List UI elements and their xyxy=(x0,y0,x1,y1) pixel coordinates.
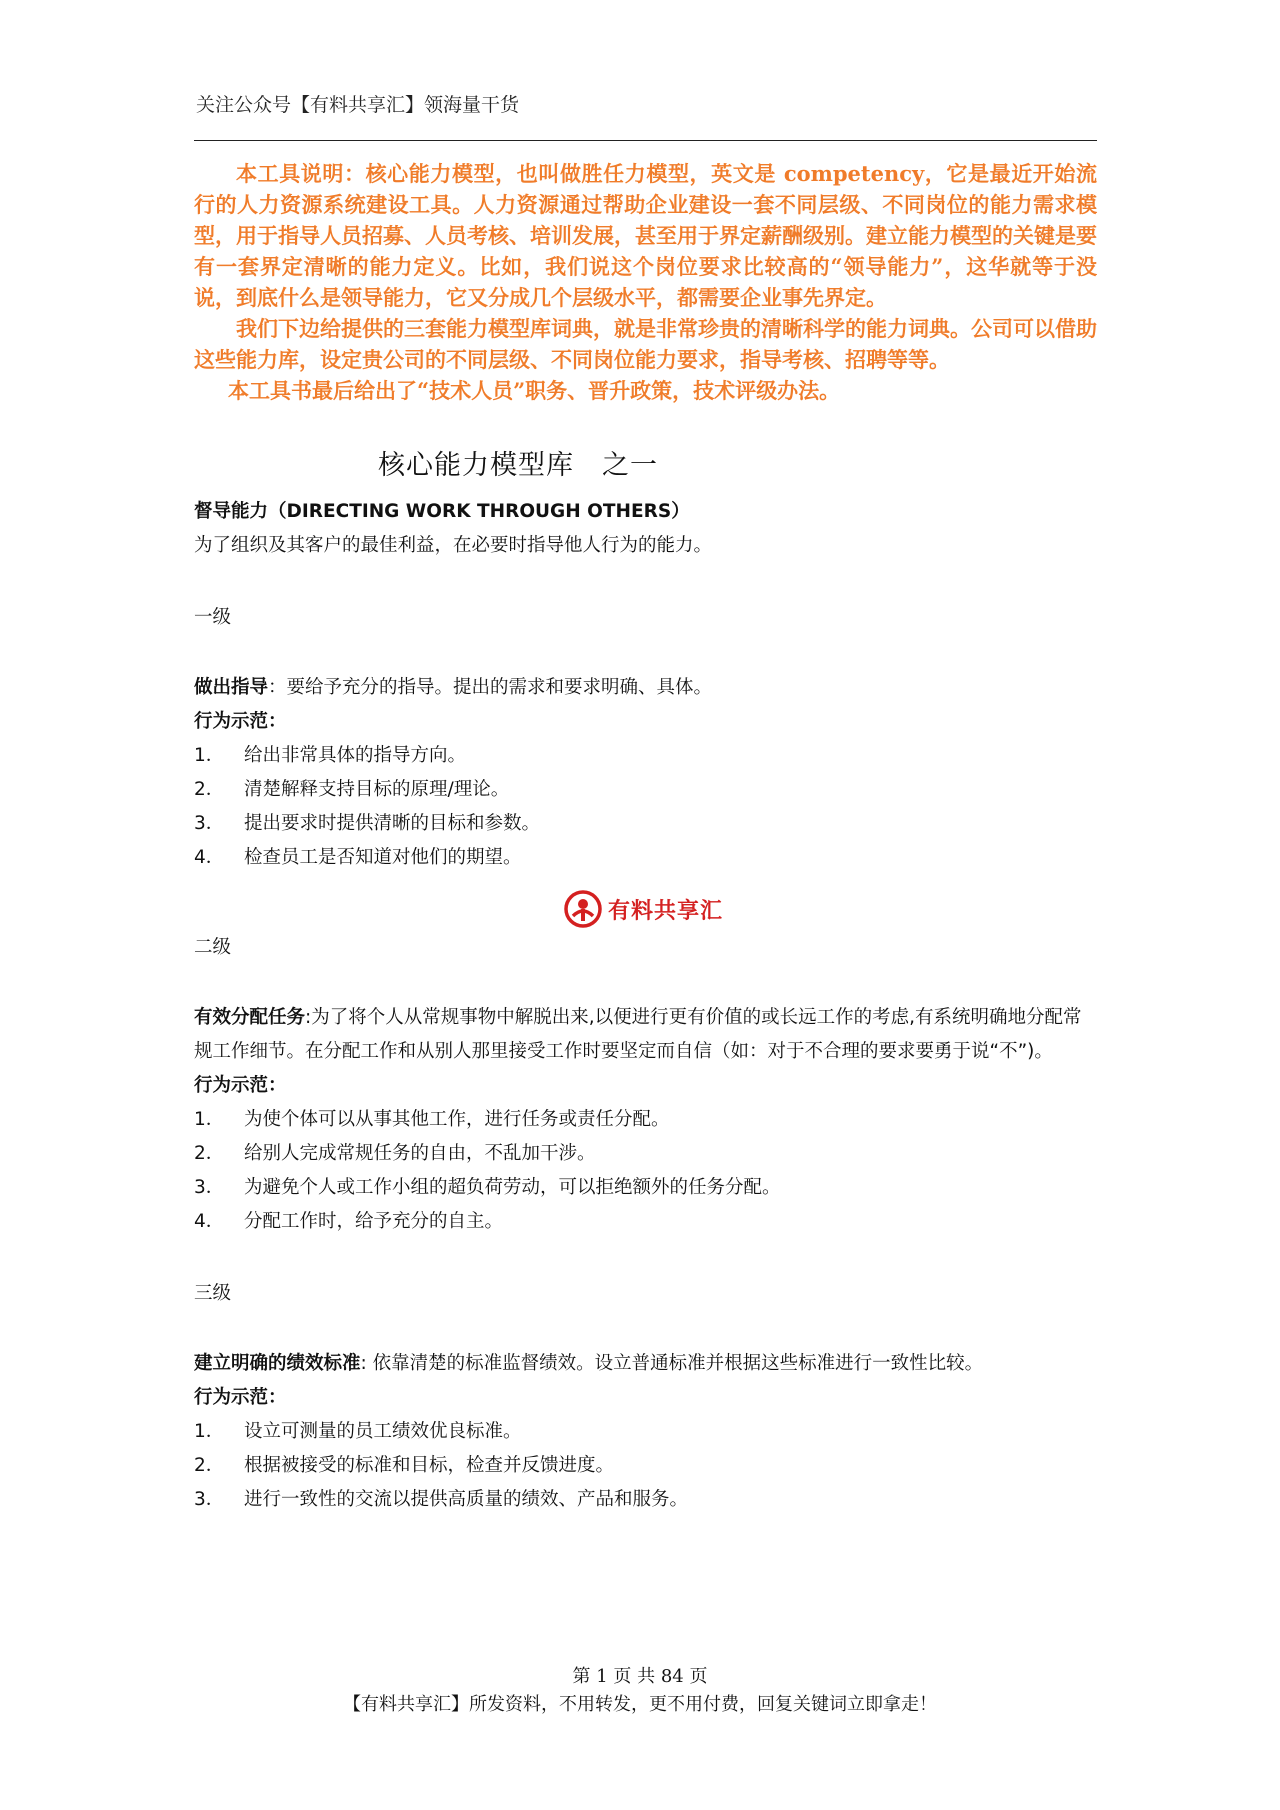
list-item-text: 清楚解释支持目标的原理/理论。 xyxy=(244,779,510,800)
list-item-number: 4． xyxy=(194,847,225,868)
skill-statement xyxy=(194,1347,1097,1381)
header-divider xyxy=(194,140,1097,141)
document-title xyxy=(378,443,658,482)
intro-section xyxy=(194,158,1097,406)
list-item xyxy=(194,773,1097,807)
list-item-number: 2． xyxy=(194,779,225,800)
list-item-number: 1． xyxy=(194,1109,225,1130)
list-item xyxy=(194,1449,1097,1483)
competency-title: 督导能力（DIRECTING WORK THROUGH OTHERS） xyxy=(194,501,690,522)
list-item-number: 2． xyxy=(194,1455,225,1476)
list-item-text: 设立可测量的员工绩效优良标准。 xyxy=(244,1421,522,1442)
competency-definition: 为了组织及其客户的最佳利益，在必要时指导他人行为的能力。 xyxy=(194,535,713,556)
list-item xyxy=(194,1103,1097,1137)
intro-paragraph-2: 我们下边给提供的三套能力模型库词典，就是非常珍贵的清晰科学的能力词典。公司可以借助这些能力库，设定贵公司的不同层级、不同岗位能力要求，指导考核、招聘等等。 xyxy=(194,316,1097,372)
intro-paragraph-1: 本工具说明：核心能力模型，也叫做胜任力模型，英文是 competency，它是最近开始流行的人力资源系统建设工具。人力资源通过帮助企业建设一套不同层级、不同岗位的能力需求模型，用于指导人员招募、人员考核、培训发展，甚至用于界定薪酬级别。建立能力模型的关键是要有一套界定清晰的能力定义。比如，我们说这个岗位要求比较高的“领导能力”，这华就等于没说，到底什么是领导能力，它又分成几个层级水平，都需要企业事先界定。 xyxy=(194,161,1097,310)
level-heading: 三级 xyxy=(194,1283,232,1304)
document-title-main: 核心能力模型库 xyxy=(378,450,574,481)
list-item xyxy=(194,1483,1097,1517)
competency-content xyxy=(194,495,1097,1517)
list-item-number: 3． xyxy=(194,1177,225,1198)
list-item-text: 为避免个人或工作小组的超负荷劳动，可以拒绝额外的任务分配。 xyxy=(244,1177,781,1198)
list-item xyxy=(194,1205,1097,1239)
list-item xyxy=(194,1171,1097,1205)
list-item-number: 2． xyxy=(194,1143,225,1164)
behavior-label: 行为示范： xyxy=(194,711,287,732)
skill-name: 建立明确的绩效标准 xyxy=(194,1353,361,1374)
behavior-label: 行为示范： xyxy=(194,1387,287,1408)
skill-statement xyxy=(194,1001,1097,1069)
document-title-sub: 之一 xyxy=(602,450,658,481)
list-item-text: 进行一致性的交流以提供高质量的绩效、产品和服务。 xyxy=(244,1489,689,1510)
list-item-number: 3． xyxy=(194,1489,225,1510)
skill-description: : 依靠清楚的标准监督绩效。设立普通标准并根据这些标准进行一致性比较。 xyxy=(360,1353,984,1374)
skill-description: :为了将个人从常规事物中解脱出来,以便进行更有价值的或长远工作的考虑,有系统明确地分配常规工作细节。在分配工作和从别人那里接受工作时要坚定而自信（如：对于不合理的要求要勇于说“不”)。 xyxy=(194,1007,1082,1062)
intro-paragraph-3: 本工具书最后给出了“技术人员”职务、晋升政策，技术评级办法。 xyxy=(228,378,841,403)
list-item xyxy=(194,739,1097,773)
list-item-text: 给别人完成常规任务的自由，不乱加干涉。 xyxy=(244,1143,596,1164)
list-item xyxy=(194,1137,1097,1171)
list-item-number: 1． xyxy=(194,745,225,766)
logo-icon xyxy=(564,890,602,928)
level-heading: 二级 xyxy=(194,937,232,958)
list-item-number: 4． xyxy=(194,1211,225,1232)
skill-description: ：要给予充分的指导。提出的需求和要求明确、具体。 xyxy=(268,677,713,698)
list-item-text: 提出要求时提供清晰的目标和参数。 xyxy=(244,813,541,834)
level-heading: 一级 xyxy=(194,607,232,628)
list-item xyxy=(194,807,1097,841)
list-item-text: 检查员工是否知道对他们的期望。 xyxy=(244,847,522,868)
list-item xyxy=(194,1415,1097,1449)
page-header: 关注公众号【有料共享汇】领海量干货 xyxy=(196,94,520,116)
list-item-text: 分配工作时，给予充分的自主。 xyxy=(244,1211,504,1232)
skill-statement xyxy=(194,671,1097,705)
logo-text: 有料共享汇 xyxy=(608,897,724,924)
behavior-label: 行为示范： xyxy=(194,1075,287,1096)
list-item-text: 给出非常具体的指导方向。 xyxy=(244,745,467,766)
footer-note: 【有料共享汇】所发资料，不用转发，更不用付费，回复关键词立即拿走！ xyxy=(343,1694,937,1715)
list-item xyxy=(194,841,1097,875)
brand-logo xyxy=(564,890,723,928)
list-item-text: 为使个体可以从事其他工作，进行任务或责任分配。 xyxy=(244,1109,670,1130)
page-number: 第 1 页 共 84 页 xyxy=(572,1666,708,1687)
list-item-number: 3． xyxy=(194,813,225,834)
skill-name: 做出指导 xyxy=(194,677,269,698)
list-item-number: 1． xyxy=(194,1421,225,1442)
list-item-text: 根据被接受的标准和目标，检查并反馈进度。 xyxy=(244,1455,615,1476)
skill-name: 有效分配任务 xyxy=(194,1007,306,1028)
